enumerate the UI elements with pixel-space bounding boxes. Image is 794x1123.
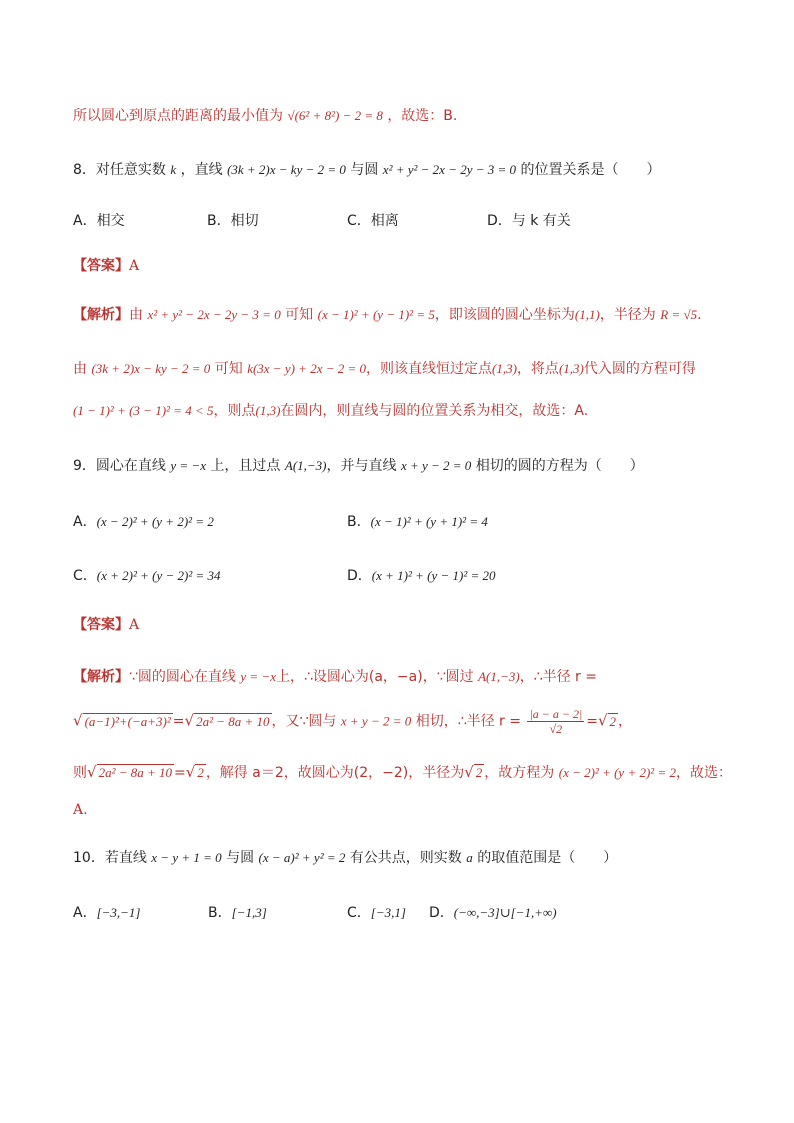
q9-stem-a: 9．圆心在直线 xyxy=(73,458,166,474)
q8-an1-center: (1,1) xyxy=(574,307,600,322)
q9-an3-root3: 2 xyxy=(475,765,483,780)
q9-point: A(1,−3) xyxy=(284,458,327,473)
q10-opt-d-label: D． xyxy=(429,905,454,921)
q9-opt-c-label: C． xyxy=(73,568,97,584)
q9-analysis-line4: A. xyxy=(73,802,88,818)
q8-an2-b: 可知 xyxy=(214,361,243,377)
q9-an3-b: ，解得 a＝2，故圆心为(2，−2)，半径为 xyxy=(205,765,465,781)
q9-an2-line: x + y − 2 = 0 xyxy=(340,713,412,729)
q10-opt-c-val: [−3,1] xyxy=(370,905,406,920)
q9-line1: y = −x xyxy=(170,458,206,473)
q7-expr: √(6² + 8²) − 2 = 8 xyxy=(287,108,383,123)
q9-opt-b-label: B． xyxy=(347,514,371,530)
q8-line-eq: (3k + 2)x − ky − 2 = 0 xyxy=(227,162,346,177)
q10-opt-d-val: (−∞,−3]∪[−1,+∞) xyxy=(453,905,557,920)
q9-opt-d-eq: (x + 1)² + (y − 1)² = 20 xyxy=(371,568,496,583)
q9-analysis-line1 xyxy=(73,667,597,687)
q8-an3-point: (1,3) xyxy=(255,403,281,418)
q9-opt-d-label: D． xyxy=(347,568,372,584)
q8-option-c: C．相离 xyxy=(347,213,399,229)
q10-circle: (x − a)² + y² = 2 xyxy=(258,850,346,865)
q10-stem-a: 10．若直线 xyxy=(73,850,147,866)
q9-opt-a-label: A． xyxy=(73,514,97,530)
q9-an2-root2: 2a² − 8a + 10 xyxy=(196,713,270,729)
q9-an1-b: 上，∴设圆心为(a，−a)，∵圆过 xyxy=(275,669,474,685)
q9-stem xyxy=(73,456,644,476)
q9-an2-c: ， xyxy=(618,713,633,730)
q8-answer xyxy=(73,256,139,276)
q9-stem-d: 相切的圆的方程为（ ） xyxy=(475,458,644,474)
q8-an3-eq: (1 − 1)² + (3 − 1)² = 4 < 5 xyxy=(73,403,214,418)
q8-an3-a: ，则点 xyxy=(213,403,256,419)
q8-analysis-label: 【解析】 xyxy=(73,307,129,323)
q9-stem-c: ，并与直线 xyxy=(326,458,397,474)
q9-an3-root1: 2a² − 8a + 10 xyxy=(98,765,173,780)
q10-stem-b: 与圆 xyxy=(226,850,255,866)
q8-an2-eq1: (3k + 2)x − ky − 2 = 0 xyxy=(91,361,211,376)
q9-option-d xyxy=(347,566,496,586)
q8-answer-value: A xyxy=(129,258,140,274)
q9-option-c xyxy=(73,566,221,586)
q8-stem-a: 8．对任意实数 xyxy=(73,162,166,178)
q8-stem xyxy=(73,160,661,180)
q8-an2-a: 由 xyxy=(73,361,87,377)
q8-an1-c: ，即该圆的圆心坐标为 xyxy=(434,307,575,323)
q9-an2-frac-den: √2 xyxy=(549,722,563,736)
q8-an2-d: ，将点 xyxy=(516,361,559,377)
q10-stem-c: 有公共点，则实数 xyxy=(349,850,462,866)
q9-an2-b: 相切，∴半径 r = xyxy=(415,713,521,730)
q8-option-d: D．与 k 有关 xyxy=(487,213,571,229)
q9-answer-value: A xyxy=(129,617,140,633)
q10-opt-a-val: [−3,−1] xyxy=(96,905,141,920)
q8-stem-c: 与圆 xyxy=(350,162,379,178)
q9-an3-root2: 2 xyxy=(197,765,204,780)
q9-an2-a: ，又∵圆与 xyxy=(271,713,337,730)
q8-an1-a: 由 xyxy=(129,307,143,323)
q9-opt-c-eq: (x + 2)² + (y − 2)² = 34 xyxy=(96,568,221,583)
q8-an1-e: . xyxy=(697,307,702,323)
q9-analysis-line2: √ (a−1)²+(−a+3)² =√ 2a² − 8a + 10 ，又∵圆与 x + y − 2 = 0 相切，∴半径 r = $\frac{|a - a - 2|}{√2}$ =√ 2 ， xyxy=(73,707,633,736)
q8-an1-b: 可知 xyxy=(285,307,314,323)
q8-k: k xyxy=(170,162,177,177)
q10-opt-c-label: C． xyxy=(347,905,371,921)
q8-answer-label: 【答案】 xyxy=(73,258,129,274)
q9-an2-frac-num: |a − a − 2| xyxy=(529,707,583,721)
q8-an1-eq2: (x − 1)² + (y − 1)² = 5 xyxy=(317,307,435,322)
q10-stem xyxy=(73,848,617,868)
q8-analysis-line3 xyxy=(73,401,588,421)
q9-an3-c: ，故方程为 xyxy=(484,765,555,781)
q8-analysis-line1 xyxy=(73,305,702,325)
q8-option-b: B．相切 xyxy=(207,213,259,229)
q9-an3-eq-a: = xyxy=(174,765,186,781)
q8-an2-point: (1,3) xyxy=(492,361,517,376)
q9-answer xyxy=(73,615,139,635)
q9-answer-label: 【答案】 xyxy=(73,617,129,633)
q10-option-b xyxy=(208,903,267,923)
q9-analysis-label: 【解析】 xyxy=(73,669,129,685)
q7-conclusion xyxy=(73,106,457,126)
q7-text-post: ，故选：B. xyxy=(387,108,458,124)
q10-line: x − y + 1 = 0 xyxy=(151,850,222,865)
q8-an1-eq1: x² + y² − 2x − 2y − 3 = 0 xyxy=(147,307,281,322)
q8-an2-e: 代入圆的方程可得 xyxy=(583,361,696,377)
q9-an2-root3: 2 xyxy=(609,713,617,729)
q9-line2: x + y − 2 = 0 xyxy=(400,458,472,473)
q8-an1-radius: R = √5 xyxy=(660,307,698,322)
q9-opt-a-eq: (x − 2)² + (y + 2)² = 2 xyxy=(96,514,214,529)
q8-analysis-line2 xyxy=(73,359,696,379)
q9-an1-c: ，∴半径 r = xyxy=(519,669,597,685)
q9-an2-eq-b: = xyxy=(586,713,598,730)
q8-an1-d: ，半径为 xyxy=(599,307,656,323)
q8-an2-c: ，则该直线恒过定点 xyxy=(366,361,493,377)
q8-option-a: A．相交 xyxy=(73,213,125,229)
q8-an2-eq2: k(3x − y) + 2x − 2 = 0 xyxy=(247,361,367,376)
q9-an3-a: 则 xyxy=(73,765,87,781)
q8-an3-b: 在圆内，则直线与圆的位置关系为相交，故选：A. xyxy=(280,403,589,419)
q10-opt-a-label: A． xyxy=(73,905,97,921)
q9-stem-b: 上，且过点 xyxy=(210,458,281,474)
q10-option-d xyxy=(429,903,557,923)
q9-an1-point: A(1,−3) xyxy=(478,669,520,684)
q8-an2-point2: (1,3) xyxy=(558,361,584,376)
q9-an1-line: y = −x xyxy=(240,669,276,684)
q10-opt-b-label: B． xyxy=(208,905,232,921)
q9-option-b xyxy=(347,512,488,532)
q9-opt-b-eq: (x − 1)² + (y + 1)² = 4 xyxy=(370,514,488,529)
q10-option-c xyxy=(347,903,406,923)
q8-circle-eq: x² + y² − 2x − 2y − 3 = 0 xyxy=(382,162,517,177)
q9-an2-fraction xyxy=(527,707,584,736)
q10-option-a xyxy=(73,903,141,923)
q9-an2-eq-a: = xyxy=(172,713,185,730)
q9-an3-eq: (x − 2)² + (y + 2)² = 2 xyxy=(558,765,676,780)
q10-stem-d: 的取值范围是（ ） xyxy=(477,850,618,866)
q10-opt-b-val: [−1,3] xyxy=(231,905,267,920)
q8-stem-b: ，直线 xyxy=(180,162,223,178)
q8-stem-d: 的位置关系是（ ） xyxy=(520,162,661,178)
q10-a: a xyxy=(466,850,473,865)
q9-an2-root1: (a−1)²+(−a+3)² xyxy=(84,713,171,729)
q9-an3-d: ，故选： xyxy=(675,765,732,781)
q9-option-a xyxy=(73,512,214,532)
q7-text-pre: 所以圆心到原点的距离的最小值为 xyxy=(73,108,283,124)
q9-an1-a: ∵圆的圆心在直线 xyxy=(129,669,236,685)
q9-analysis-line3: 则√ 2a² − 8a + 10 =√ 2 ，解得 a＝2，故圆心为(2，−2)，半径为√ 2 ，故方程为 (x − 2)² + (y + 2)² = 2，故选： xyxy=(73,763,732,781)
